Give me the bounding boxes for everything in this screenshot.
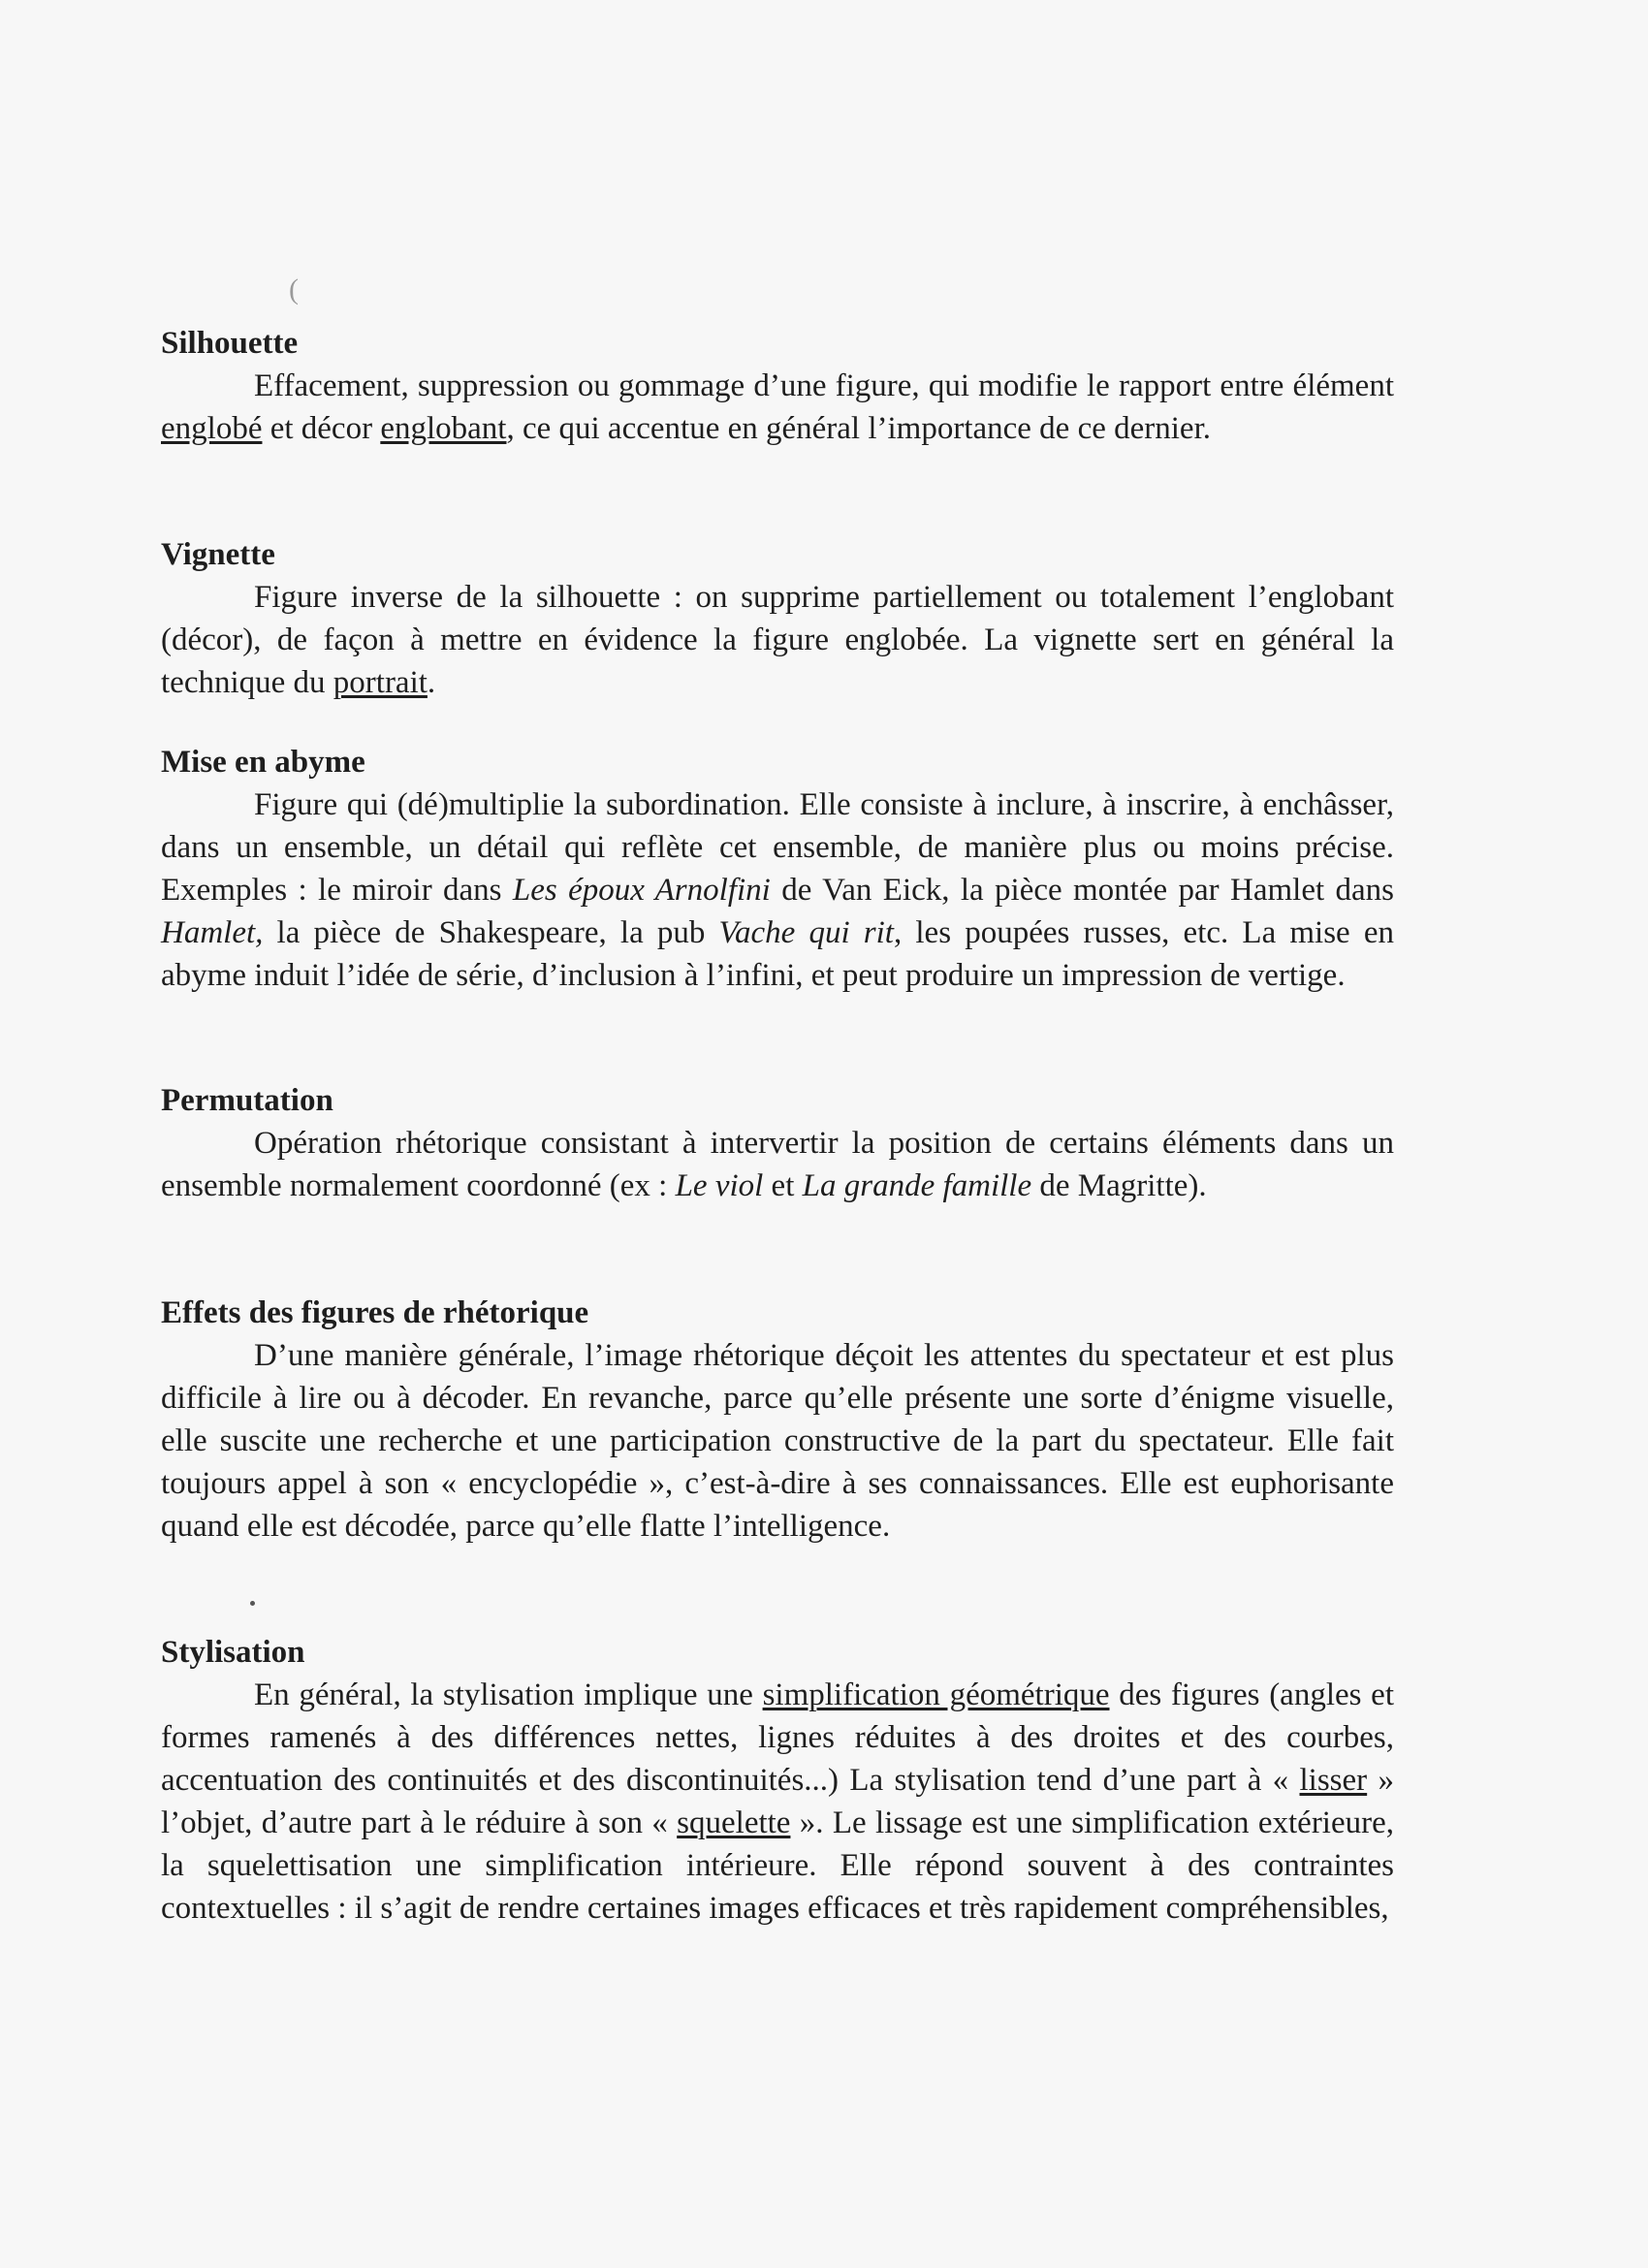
section-heading: Effets des figures de rhétorique [161, 1295, 589, 1330]
section-silhouette [161, 322, 1394, 450]
body-text: , les poupées russes, etc. La mise en abyme induit l’idée de série, d’inclusion à l’infini, et peut produire un impression de vertige. [161, 915, 1394, 993]
scan-artifact-mark: ( [289, 273, 299, 305]
section-body [161, 1122, 1394, 1207]
section-body [161, 1334, 1394, 1548]
underlined-text: squelette [677, 1805, 791, 1840]
section-heading: Stylisation [161, 1635, 305, 1670]
body-text: et [763, 1168, 803, 1203]
underlined-text: englobant [380, 411, 507, 446]
section-stylisation [161, 1631, 1394, 1930]
scan-artifact-dot [250, 1601, 255, 1606]
underlined-text: lisser [1299, 1763, 1368, 1798]
section-vignette [161, 533, 1394, 704]
body-text: de Magritte). [1031, 1168, 1207, 1203]
body-text: des figures (angles et formes ramenés à des différences nettes, lignes réduites à des droites et des courbes, accentuation des continuités et des discontinuités...) La stylisation tend d’une part à « [161, 1677, 1394, 1798]
italic-title: Les époux Arnolfini [512, 873, 771, 908]
body-text: Figure qui (dé)multiplie la subordination. Elle consiste à inclure, à inscrire, à enchâsser, dans un ensemble, un détail qui reflète cet ensemble, de manière plus ou moins précise. Exemples : le miroir dans [161, 787, 1394, 908]
body-text: En général, la stylisation implique une [254, 1677, 763, 1712]
body-text: la pièce de Shakespeare, la pub [263, 915, 719, 950]
section-effets-rhetorique [161, 1292, 1394, 1548]
italic-title: Le viol [675, 1168, 764, 1203]
underlined-text: englobé [161, 411, 263, 446]
section-body [161, 365, 1394, 450]
body-text: , ce qui accentue en général l’importance de ce dernier. [506, 411, 1211, 446]
section-heading: Mise en abyme [161, 745, 365, 780]
body-text: » l’objet, d’autre part à le réduire à son « [161, 1763, 1394, 1840]
underlined-text: portrait [333, 665, 428, 700]
section-heading: Silhouette [161, 326, 299, 361]
section-body [161, 783, 1394, 997]
body-text: Effacement, suppression ou gommage d’une figure, qui modifie le rapport entre élément [254, 368, 1394, 403]
body-text: et décor [262, 411, 381, 446]
italic-title: Hamlet, [161, 915, 264, 950]
body-text: . [427, 665, 436, 700]
section-heading: Permutation [161, 1083, 333, 1118]
underlined-text: simplification géométrique [762, 1677, 1110, 1712]
section-body [161, 576, 1394, 704]
body-text: de Van Eick, la pièce montée par Hamlet dans [770, 873, 1394, 908]
body-text: D’une manière générale, l’image rhétorique déçoit les attentes du spectateur et est plus difficile à lire ou à décoder. En revanche, parce qu’elle présente une sorte d’énigme visuelle, elle suscite une recherche et une participation constructive de la part du spectateur. Elle fait toujours appel à son « encyclopédie », c’est-à-dire à ses connaissances. Elle est euphorisante quand elle est décodée, parce qu’elle flatte l’intelligence. [161, 1338, 1394, 1544]
section-body [161, 1674, 1394, 1930]
body-text: Opération rhétorique consistant à intervertir la position de certains éléments dans un ensemble normalement coordonné (ex : [161, 1126, 1394, 1203]
italic-title: Vache qui rit [718, 915, 894, 950]
italic-title: La grande famille [802, 1168, 1032, 1203]
body-text: ». Le lissage est une simplification extérieure, la squelettisation une simplification intérieure. Elle répond souvent à des contraintes contextuelles : il s’agit de rendre certaines images efficaces et très rapidement compréhensibles, [161, 1805, 1395, 1926]
section-mise-en-abyme [161, 741, 1394, 997]
section-heading: Vignette [161, 537, 275, 572]
section-permutation [161, 1079, 1394, 1207]
body-text: Figure inverse de la silhouette : on supprime partiellement ou totalement l’englobant (décor), de façon à mettre en évidence la figure englobée. La vignette sert en général la technique du [161, 580, 1394, 700]
